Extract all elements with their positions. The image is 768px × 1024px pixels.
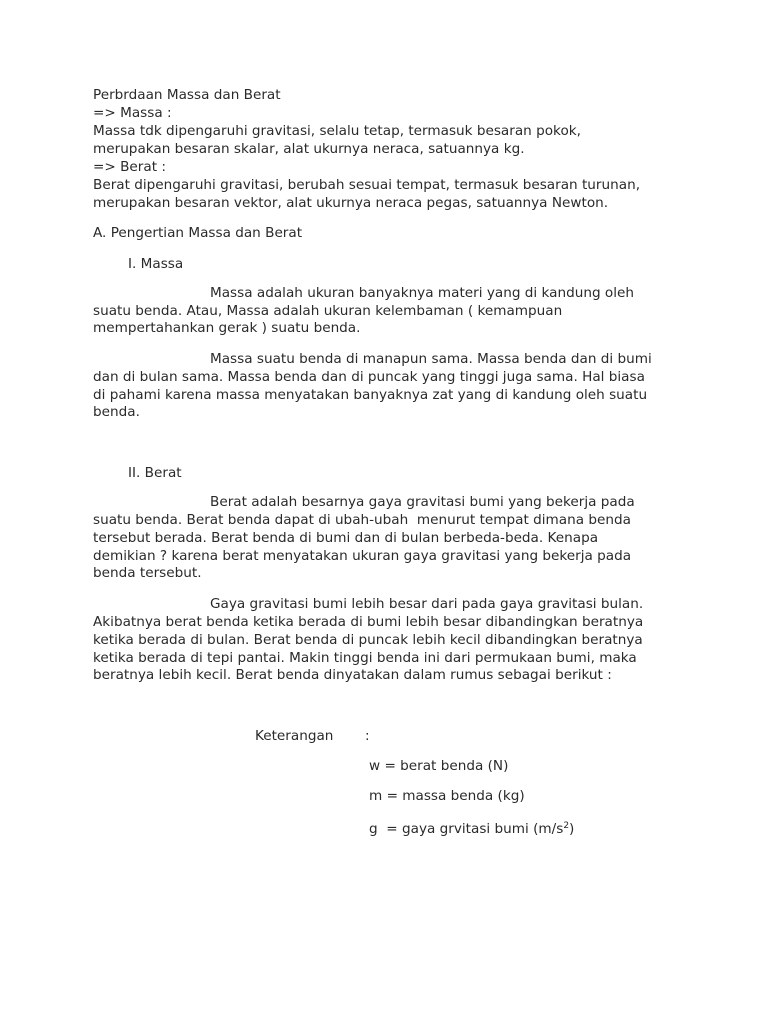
- massa-summary-line: merupakan besaran skalar, alat ukurnya neraca, satuannya kg.: [93, 141, 525, 157]
- massa-paragraph-line: suatu benda. Atau, Massa adalah ukuran kelembaman ( kemampuan: [93, 303, 563, 319]
- berat-paragraph-line: benda tersebut.: [93, 565, 202, 581]
- massa-paragraph-line: di pahami karena massa menyatakan banyaknya zat yang di kandung oleh suatu: [93, 387, 648, 403]
- berat-paragraph-line: Gaya gravitasi bumi lebih besar dari pada gaya gravitasi bulan.: [210, 596, 644, 612]
- massa-paragraph-line: mempertahankan gerak ) suatu benda.: [93, 320, 361, 336]
- berat-summary-heading: => Berat :: [93, 159, 166, 175]
- berat-paragraph-line: demikian ? karena berat menyatakan ukuran gaya gravitasi yang bekerja pada: [93, 548, 632, 564]
- berat-paragraph-line: Akibatnya berat benda ketika berada di bumi lebih besar dibandingkan beratnya: [93, 614, 644, 630]
- massa-summary-heading: => Massa :: [93, 105, 172, 121]
- berat-paragraph-line: ketika berada di bulan. Berat benda di puncak lebih kecil dibandingkan beratnya: [93, 632, 643, 648]
- legend-item-g: [369, 817, 574, 835]
- berat-summary-line: Berat dipengaruhi gravitasi, berubah sesuai tempat, termasuk besaran turunan,: [93, 177, 641, 193]
- legend-item-w: w = berat benda (N): [369, 758, 509, 774]
- berat-paragraph-line: beratnya lebih kecil. Berat benda dinyatakan dalam rumus sebagai berikut :: [93, 667, 612, 683]
- legend-item-g-superscript: 2: [563, 821, 570, 831]
- berat-paragraph-line: suatu benda. Berat benda dapat di ubah-ubah menurut tempat dimana benda: [93, 512, 631, 528]
- massa-summary-line: Massa tdk dipengaruhi gravitasi, selalu tetap, termasuk besaran pokok,: [93, 123, 581, 139]
- massa-paragraph-line: benda.: [93, 404, 140, 420]
- legend-colon: :: [365, 728, 370, 744]
- massa-heading: I. Massa: [128, 256, 184, 272]
- massa-paragraph-line: dan di bulan sama. Massa benda dan di puncak yang tinggi juga sama. Hal biasa: [93, 369, 645, 385]
- massa-paragraph-line: Massa suatu benda di manapun sama. Massa benda dan di bumi: [210, 351, 652, 367]
- legend-item-g-text: g = gaya grvitasi bumi (m/s: [369, 821, 564, 837]
- massa-paragraph-line: Massa adalah ukuran banyaknya materi yang di kandung oleh: [210, 285, 634, 301]
- berat-paragraph-line: Berat adalah besarnya gaya gravitasi bumi yang bekerja pada: [210, 494, 635, 510]
- section-a-heading: A. Pengertian Massa dan Berat: [93, 225, 303, 241]
- document-title: Perbrdaan Massa dan Berat: [93, 87, 281, 103]
- berat-heading: II. Berat: [128, 465, 182, 481]
- berat-paragraph-line: ketika berada di tepi pantai. Makin tinggi benda ini dari permukaan bumi, maka: [93, 650, 637, 666]
- legend-label: Keterangan: [255, 728, 334, 744]
- berat-paragraph-line: tersebut berada. Berat benda di bumi dan di bulan berbeda-beda. Kenapa: [93, 530, 599, 546]
- legend-item-g-close: ): [569, 821, 575, 837]
- berat-summary-line: merupakan besaran vektor, alat ukurnya neraca pegas, satuannya Newton.: [93, 195, 609, 211]
- legend-item-m: m = massa benda (kg): [369, 788, 525, 804]
